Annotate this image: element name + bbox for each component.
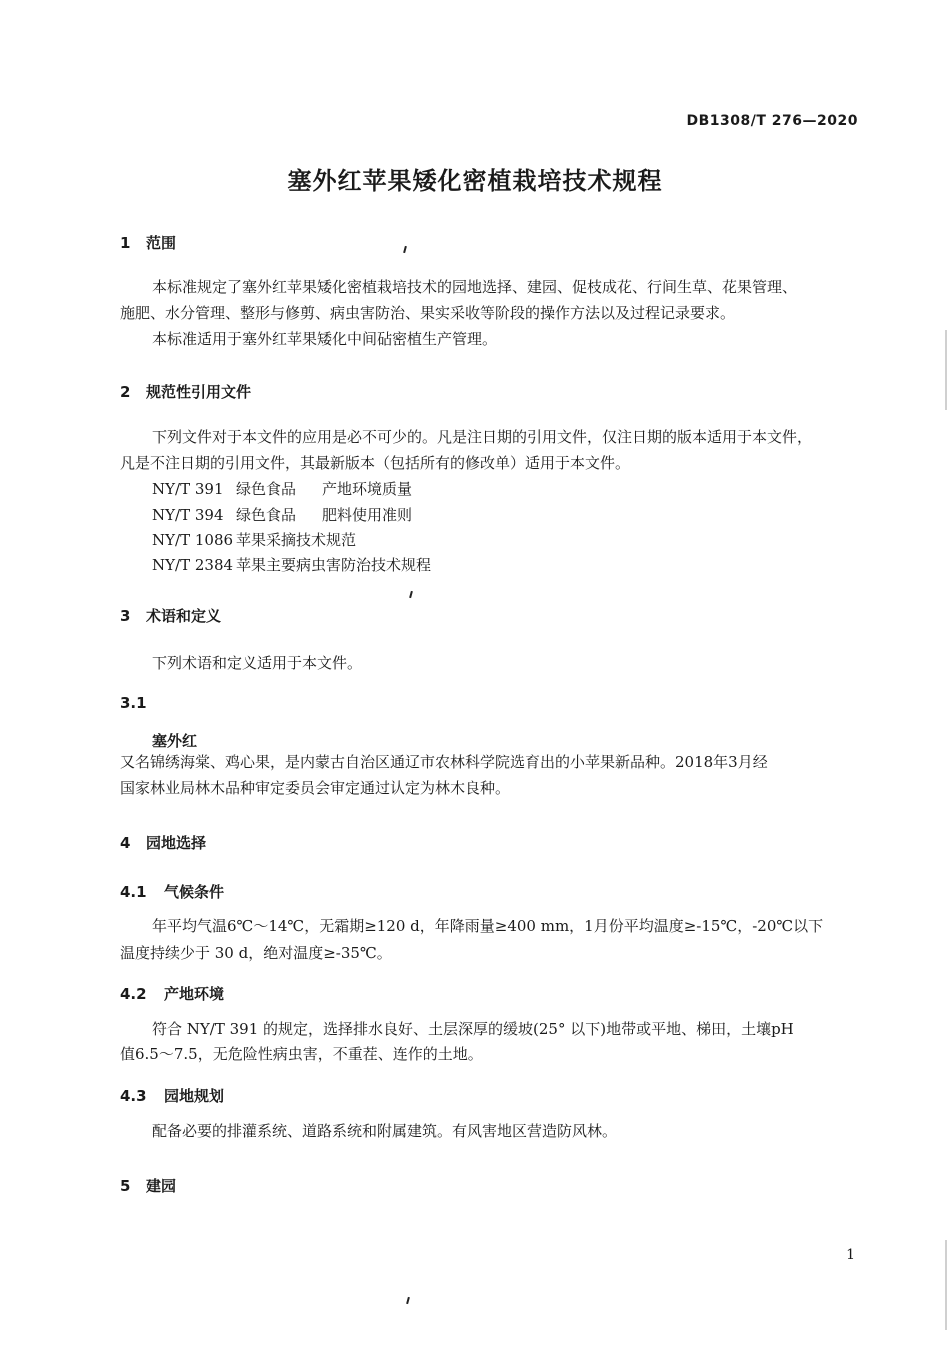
subsection-number: 4.1 (120, 883, 147, 901)
reference-item (152, 552, 431, 578)
reference-item (152, 476, 412, 502)
section-title: 建园 (146, 1177, 177, 1195)
standard-code: DB1308/T 276—2020 (686, 113, 858, 129)
term-name: 塞外红 (152, 732, 198, 750)
section-2-para-line-1: 下列文件对于本文件的应用是必不可少的。凡是注日期的引用文件，仅注日期的版本适用于本文件， (152, 428, 813, 446)
section-1-para-2: 本标准适用于塞外红苹果矮化中间砧密植生产管理。 (152, 330, 498, 348)
section-4-heading (120, 832, 206, 853)
section-2-para-line-2: 凡是不注日期的引用文件，其最新版本（包括所有的修改单）适用于本文件。 (120, 454, 631, 472)
subsection-4-1-line-1: 年平均气温6℃～14℃，无霜期≥120 d，年降雨量≥400 mm，1月份平均温度≥-15℃，-20℃以下 (152, 917, 824, 935)
section-number: 4 (120, 834, 131, 852)
scan-speck (406, 1297, 410, 1304)
scan-edge-mark (945, 330, 947, 410)
subsection-4-2-line-1: 符合 NY/T 391 的规定，选择排水良好、土层深厚的缓坡(25° 以下)地带或平地、梯田，土壤pH (152, 1020, 794, 1038)
term-definition-line-1: 又名锦绣海棠、鸡心果，是内蒙古自治区通辽市农林科学院选育出的小苹果新品种。2018年3月经 (120, 753, 768, 771)
reference-code: NY/T 394 (152, 506, 224, 524)
section-1-heading (120, 232, 176, 253)
reference-subtitle: 产地环境质量 (322, 480, 413, 498)
reference-code: NY/T 1086 (152, 531, 234, 549)
document-title: 塞外红苹果矮化密植栽培技术规程 (287, 167, 663, 195)
section-title: 范围 (146, 234, 177, 252)
reference-title: 绿色食品 (236, 506, 297, 524)
subsection-title: 气候条件 (164, 883, 225, 901)
reference-title: 绿色食品 (236, 480, 297, 498)
section-number: 2 (120, 383, 131, 401)
section-number: 5 (120, 1177, 131, 1195)
section-number: 1 (120, 234, 131, 252)
reference-item (152, 502, 412, 528)
reference-item (152, 527, 356, 553)
subsection-4-3-line-1: 配备必要的排灌系统、道路系统和附属建筑。有风害地区营造防风林。 (152, 1122, 618, 1140)
page-number: 1 (846, 1247, 855, 1263)
subsection-4-3-heading (120, 1085, 224, 1106)
subsection-title: 园地规划 (164, 1087, 225, 1105)
subsection-4-1-heading (120, 881, 224, 902)
subsection-title: 产地环境 (164, 985, 225, 1003)
section-title: 规范性引用文件 (146, 383, 252, 401)
section-5-heading (120, 1175, 176, 1196)
term-definition-line-2: 国家林业局林木品种审定委员会审定通过认定为林木良种。 (120, 779, 511, 797)
section-3-heading (120, 605, 221, 626)
scan-speck (409, 591, 413, 598)
reference-title: 苹果主要病虫害防治技术规程 (236, 556, 432, 574)
subsection-4-2-line-2: 值6.5～7.5，无危险性病虫害，不重茬、连作的土地。 (120, 1045, 483, 1063)
reference-code: NY/T 2384 (152, 556, 234, 574)
section-2-heading (120, 381, 251, 402)
section-1-para-1-line-1: 本标准规定了塞外红苹果矮化密植栽培技术的园地选择、建园、促枝成花、行间生草、花果管理、 (152, 278, 798, 296)
scan-speck (403, 246, 407, 253)
subsection-3-1-number: 3.1 (120, 694, 147, 712)
section-title: 术语和定义 (146, 607, 222, 625)
section-number: 3 (120, 607, 131, 625)
reference-subtitle: 肥料使用准则 (322, 506, 413, 524)
scan-edge-mark (945, 1240, 947, 1330)
subsection-number: 4.3 (120, 1087, 147, 1105)
section-1-para-1-line-2: 施肥、水分管理、整形与修剪、病虫害防治、果实采收等阶段的操作方法以及过程记录要求。 (120, 304, 736, 322)
reference-code: NY/T 391 (152, 480, 224, 498)
subsection-4-2-heading (120, 983, 224, 1004)
section-3-para: 下列术语和定义适用于本文件。 (152, 654, 363, 672)
section-title: 园地选择 (146, 834, 207, 852)
subsection-4-1-line-2: 温度持续少于 30 d，绝对温度≥-35℃。 (120, 944, 392, 962)
subsection-number: 4.2 (120, 985, 147, 1003)
reference-title: 苹果采摘技术规范 (236, 531, 357, 549)
